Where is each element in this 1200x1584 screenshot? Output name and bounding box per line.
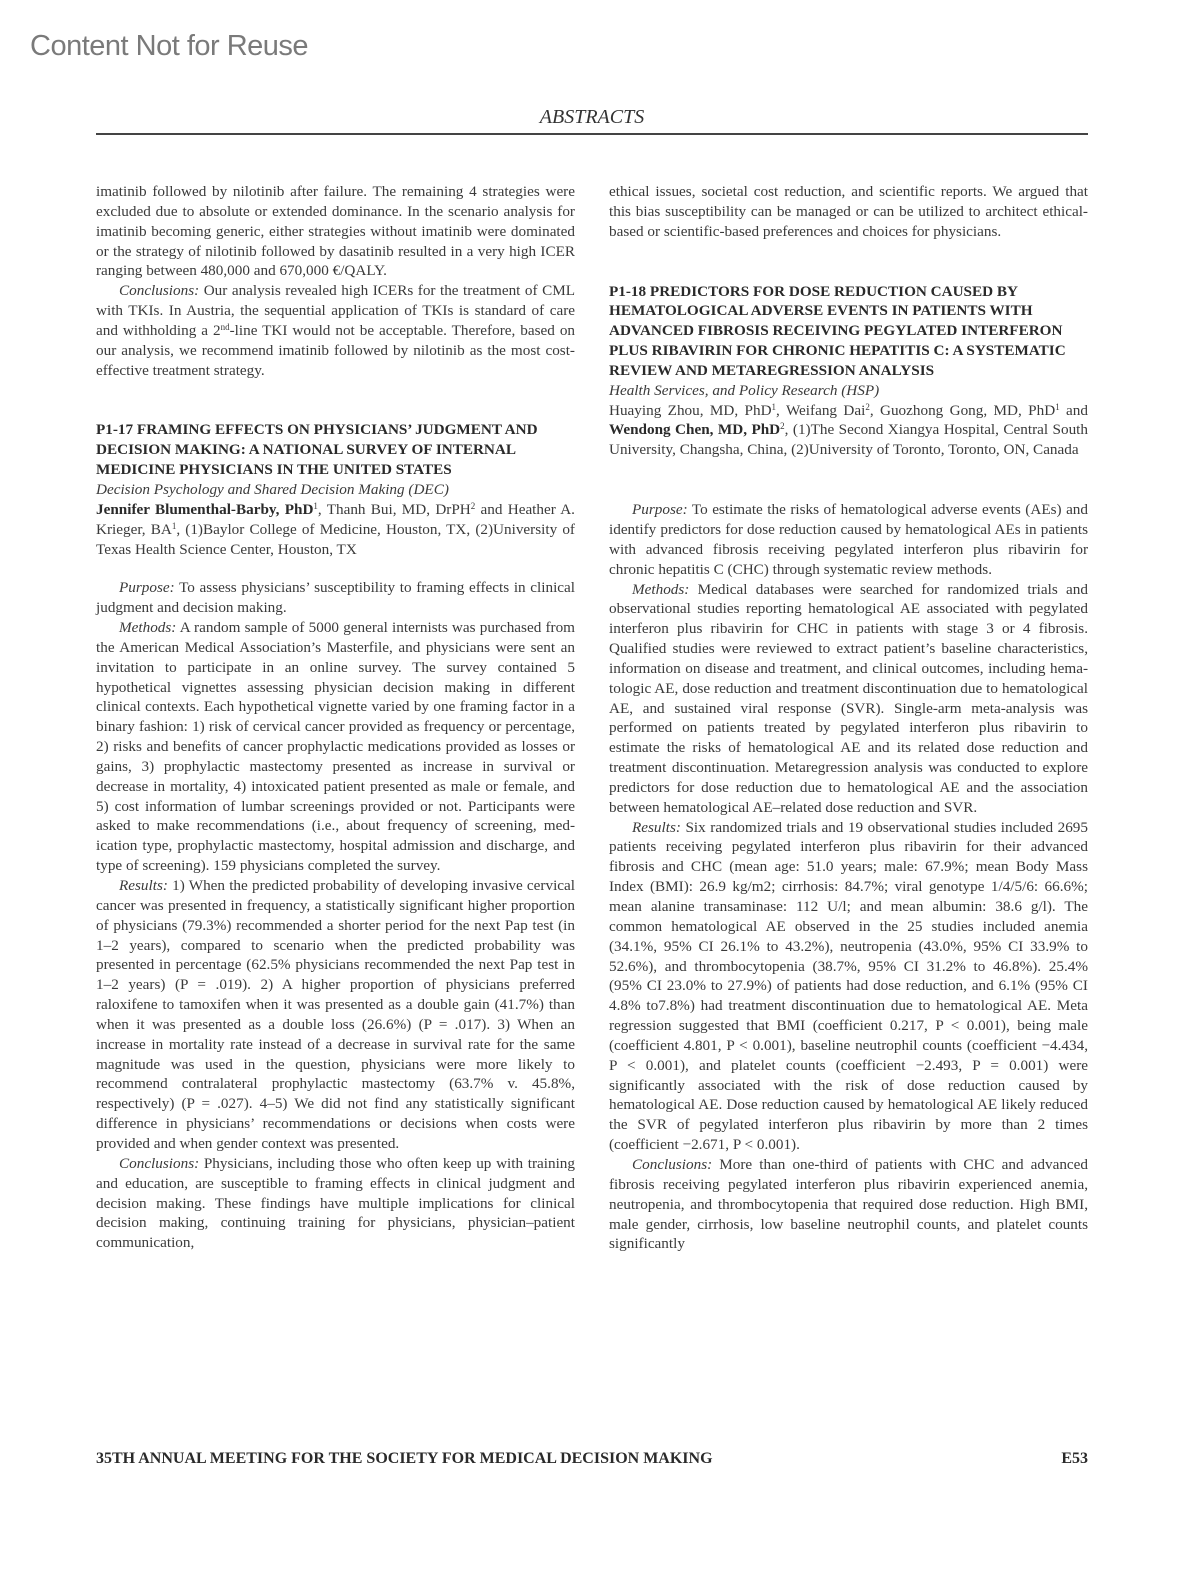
methods-paragraph: Methods: A random sample of 5000 general internists was purchased from the American Medical Association’s Masterfile, and physicians were sent an invitation to participate in an online survey. The survey contained 5 hypothetical vignettes assessing physician decision making in different clinical contexts. Each hypothetical vignette varied by one framing factor in a binary fashion: 1) risk of cervical cancer provided as frequency or percentage, 2) risks and benefits of cancer prophylactic medications provided as losses or gains, 3) prophylactic mastectomy presented as increase in survival or decrease in mortality, 4) intoxicated patient presented as male or female, and 5) cost information of lumbar screenings provided or not. Participants were asked to make recommendations (i.e., about frequency of screening, medication type, prophylactic mastectomy, hospital admission and discharge, and type of screening). 159 physicians completed the survey. [96,619,575,875]
abstract-title: P1-17 FRAMING EFFECTS ON PHYSICIANS’ JUDGMENT AND DECISION MAKING: A NATIONAL SURVEY OF INTERNAL MEDICINE PHYSICIANS IN THE UNITED STATES [96,421,538,479]
presenting-author: Jennifer Blumenthal-Barby, PhD [96,500,314,518]
abstract-title: P1-18 PREDICTORS FOR DOSE REDUCTION CAUSED BY HEMATOLOGICAL ADVERSE EVENTS IN PATIENTS WITH ADVANCED FIBROSIS RECEIVING PEGYLATED INTERFERON PLUS RIBAVIRIN FOR CHRONIC HEPATITIS C: A SYSTEMATIC REVIEW AND METAREGRESSION ANALYSIS [609,282,1066,379]
methods-paragraph: Methods: Medical databases were searched for randomized trials and observational studies reporting hematological AE associated with pegylated interferon plus ribavirin for CHC in patients with stage 3 or 4 fibrosis. Qualified studies were reviewed to extract patient’s baseline characteristics, information on disease and treatment, and clinical outcomes, including hematologic AE, dose reduction and treatment discontinuation due to hematological AE, and sustained viral response (SVR). Single-arm meta-analysis was performed on patients treated by pegylated interferon plus ribavirin to estimate the risks of hematological AE and its related dose reduction and treatment discontinuation. Metaregression analysis was conducted to explore predictors for dose reduction due to hematological AE and the association between hematological AE–related dose reduction and SVR. [609,580,1088,816]
conclusions-paragraph: Conclusions: Physicians, including those who often keep up with training and education, are susceptible to framing effects in clinical judgment and decision making. These findings have multiple implications for clinical decision making, continuing training for physicians, physician–patient communication, [96,1154,575,1252]
abstract-track: Health Services, and Policy Research (HSP) [609,381,880,399]
continuation-text: imatinib followed by nilotinib after failure. The remaining 4 strategies were excluded due to absolute or extended dominance. In the scenario analysis for imatinib becoming generic, either strategies without imatinib were dominated or the strategy of nilotinib followed by dasatinib resulted in a very high ICER ranging between 480,000 and 670,000 €/QALY. [96,183,575,280]
page-number: E53 [1061,1450,1088,1467]
continuation-conclusions: Conclusions: Our analysis revealed high ICERs for the treatment of CML with TKIs. In Austria, the sequential application of TKIs is standard of care and withholding a 2nd-line TKI would not be acceptable. Therefore, based on our analysis, we recommend imatinib followed by nilotinib as the most cost-effective treatment strategy. [96,282,576,379]
presenting-author: Wendong Chen, MD, PhD [609,421,781,439]
watermark: Content Not for Reuse [30,30,309,62]
abstract-p1-18 [609,282,1088,1255]
affiliations: , (1)The Second Xiangya Hospital, Central South University, Changsha, China, (2)University of Toronto, Toronto, ON, Canada [609,421,1088,459]
abstract-p1-17 [96,420,575,1253]
continuation-text: ethical issues, societal cost reduction, and scientific reports. We argued that this bias susceptibility can be managed or can be utilized to architect ethical-based or scientific-based preferences and choices for physicians. [609,183,1088,240]
purpose-paragraph: Purpose: To assess physicians’ susceptibility to framing effects in clinical judgment and decision making. [96,579,575,617]
abstract-track: Decision Psychology and Shared Decision Making (DEC) [96,480,449,498]
results-paragraph: Results: 1) When the predicted probability of developing invasive cervical cancer was presented in frequency, a statistically significant higher proportion of physicians (79.3%) recommended a shorter period for the next Pap test (in 1–2 years), compared to scenario when the predicted probability was presented in percentage (62.5% physicians recommended the next Pap test in 1–2 years) (P = .019). 2) A higher proportion of physicians preferred raloxifene to tamoxifen when it was presented as a double gain (41.7%) than when it was presented as a double loss (26.6%) (P = .017). 3) When an increase in mortality rate instead of a decrease in survival rate for the same magnitude was used in the question, physicians were more likely to recommend contralateral prophylactic mastectomy (63.7% v. 45.8%, respectively) (P = .027). 4–5) We did not find any statistically significant difference in physicians’ recommendations or decisions when costs were provided and when gender context was presented. [96,877,575,1152]
header-rule [96,133,1088,135]
affiliations: , (1)Baylor College of Medicine, Houston, TX, (2)University of Texas Health Science Center, Houston, TX [96,520,575,558]
results-paragraph: Results: Six randomized trials and 19 observational studies included 2695 patients receiving pegylated interferon plus ribavirin for their advanced fibrosis and CHC (mean age: 51.0 years; male: 67.9%; mean Body Mass Index (BMI): 26.9 kg/m2; cirrhosis: 84.7%; viral genotype 1/4/5/6: 66.6%; mean alanine transaminase: 112 U/l; and mean albumin: 38.6 g/l). The common hematological AE observed in the 25 studies included anemia (34.1%, 95% CI 26.1% to 43.2%), neutropenia (43.0%, 95% CI 33.9% to 52.6%), and thrombocytopenia (38.7%, 95% CI 31.2% to 46.8%). 25.4% (95% CI 23.0% to 27.9%) of patients had dose reduction, and 6.1% (95% CI 4.8% to7.8%) had treatment discontinuation due to hematological AE. Meta regression suggested that BMI (coefficient 0.217, P < 0.001), being male (coefficient 4.801, P < 0.001), baseline neutrophil counts (coefficient −4.434, P < 0.001), and platelet counts (coefficient −2.493, P = 0.001) were significantly associated with the risk of dose reduction caused by hematological AE. Dose reduction caused by hematological AE likely reduced the SVR of pegylated interferon plus ribavirin by more than 2 times (coefficient −2.671, P < 0.001). [609,818,1088,1154]
purpose-paragraph: Purpose: To estimate the risks of hematological adverse events (AEs) and identify predictors for dose reduction caused by hematological AEs in patients with advanced fibrosis receiving pegylated interferon plus ribavirin for chronic hepatitis C (CHC) through systematic review methods. [609,501,1088,578]
meeting-name: 35TH ANNUAL MEETING FOR THE SOCIETY FOR MEDICAL DECISION MAKING [96,1450,713,1467]
running-head: ABSTRACTS [539,106,645,128]
left-column [96,182,575,1253]
abstract-authors: Huaying Zhou, MD, PhD$^1$, Weifang Dai$^2$, Guozhong Gong, MD, PhD$^1$ and Wendong Chen, MD, PhD$^2$, (1)The Second Xiangya Hospital, Central South University, Changsha, China, (2)University of Toronto, Toronto, ON, Canada [609,401,1088,459]
abstract-authors: Jennifer Blumenthal-Barby, PhD$^1$, Thanh Bui, MD, DrPH$^2$ and Heather A. Krieger, $BA^1$, (1)Baylor College of Medicine, Houston, TX, (2)University of Texas Health Science Center, Houston, TX [96,500,575,558]
conclusions-label: Conclusions: [119,282,200,300]
right-column [609,182,1088,1254]
conclusions-paragraph: Conclusions: More than one-third of patients with CHC and advanced fibrosis receiving pegylated interferon plus ribavirin experienced anemia, neutropenia, and thrombocytopenia that required dose reduction. High BMI, male gender, cirrhosis, low baseline neutrophil counts, and platelet counts significantly [609,1155,1088,1253]
